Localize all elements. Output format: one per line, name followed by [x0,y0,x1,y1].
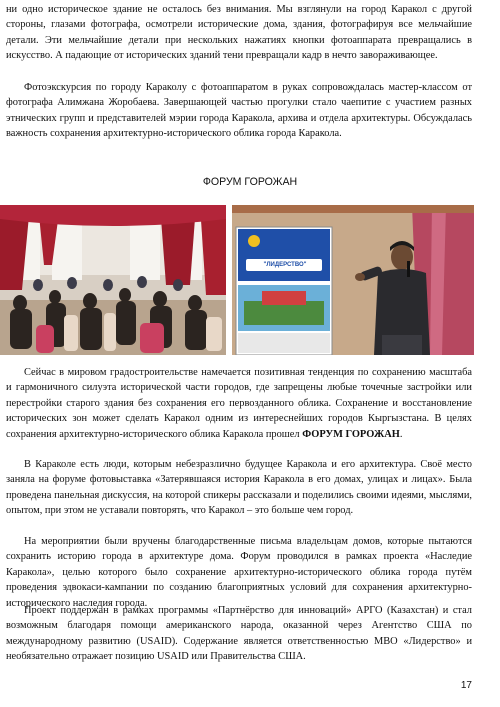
section-heading: ФОРУМ ГОРОЖАН [202,176,298,188]
paragraph-2: Фотоэкскурсия по городу Караколу с фотоаппаратом в руках сопровождалась мастер-классом от фотографа Алимжана Жоробаева. Завершающей частью прогулки стало чаепитие с участием разных этнических групп и представителей мэрии города Каракола, архива и отдела архитектуры. Обсуждалась важность сохранения архитектурно-исторического облика города Каракола. [6,82,472,140]
paragraph-3 [6,365,472,442]
forum-speaker-photo [232,205,474,355]
page-number: 17 [460,680,472,691]
paragraph-3-end: . [399,428,403,440]
paragraph-3-text: Сейчас в мировом градостроительстве намечается позитивная тенденция по сохранению масштаба и гармоничного силуэта исторической части городов, где запрещены любые точечные застройки или перестройки старого здания без сохранения его первозданного облика. Сохранение и восстановление исторических зон может сделать Каракол одним из интереснейших городов Кыргызстана. В целях сохранения архитектурно-исторического облика Каракола прошел [6,367,472,440]
paragraph-5: На мероприятии были вручены благодарственные письма владельцам домов, которые пытаются сохранить историю города в архитектуре дома. Форум проводился в рамках проекта «Наследие Каракола», целью которого было сохранение архитектурно-исторического облика города путём проведения эдвокаси-кампании по созданию благоприятных условий для сохранения архитектурно-исторического наследия города. [6,536,472,609]
paragraph-1: ни одно историческое здание не осталось без внимания. Мы взглянули на город Каракол с другой стороны, глазами фотографа, осмотрели исторические дома, здания, фотографируя все мельчайшие детали. Эти мельчайшие детали при нескольких нажатиях кнопки фотоаппарата превращались в искусство. А падающие от исторических зданий тени превращали кадр в нечто завораживающее. [6,4,472,62]
exhibition-title: «Затерявшаяся история Каракола в его домах, улицах и лицах». [155,474,446,486]
paragraph-3-bold: ФОРУМ ГОРОЖАН [302,428,400,440]
paragraph-6: Проект поддержан в рамках программы «Партнёрство для инноваций» АРГО (Казахстан) и стал возможным благодаря помощи американского народа, оказанной через Агентство США по международному развитию (USAID). Содержание является ответственностью МВО «Лидерство» и необязательно отражает позицию USAID или Правительства США. [6,605,472,663]
forum-audience-photo [0,205,226,355]
banner-text: "ЛИДЕРСТВО" [263,262,307,268]
paragraph-4-text: В Караколе есть люди, которым небезразлично будущее Каракола и его архитектура. Своё место заняла на форуме фотовыставка [6,459,472,486]
paragraph-4-text-2: Была проведена панельная дискуссия, на которой спикеры рассказали и поделились своими идеями, мыслями, опытом, при этом не уставали повторять, что Каракол – это больше чем город. [6,474,472,517]
paragraph-4 [6,457,472,519]
